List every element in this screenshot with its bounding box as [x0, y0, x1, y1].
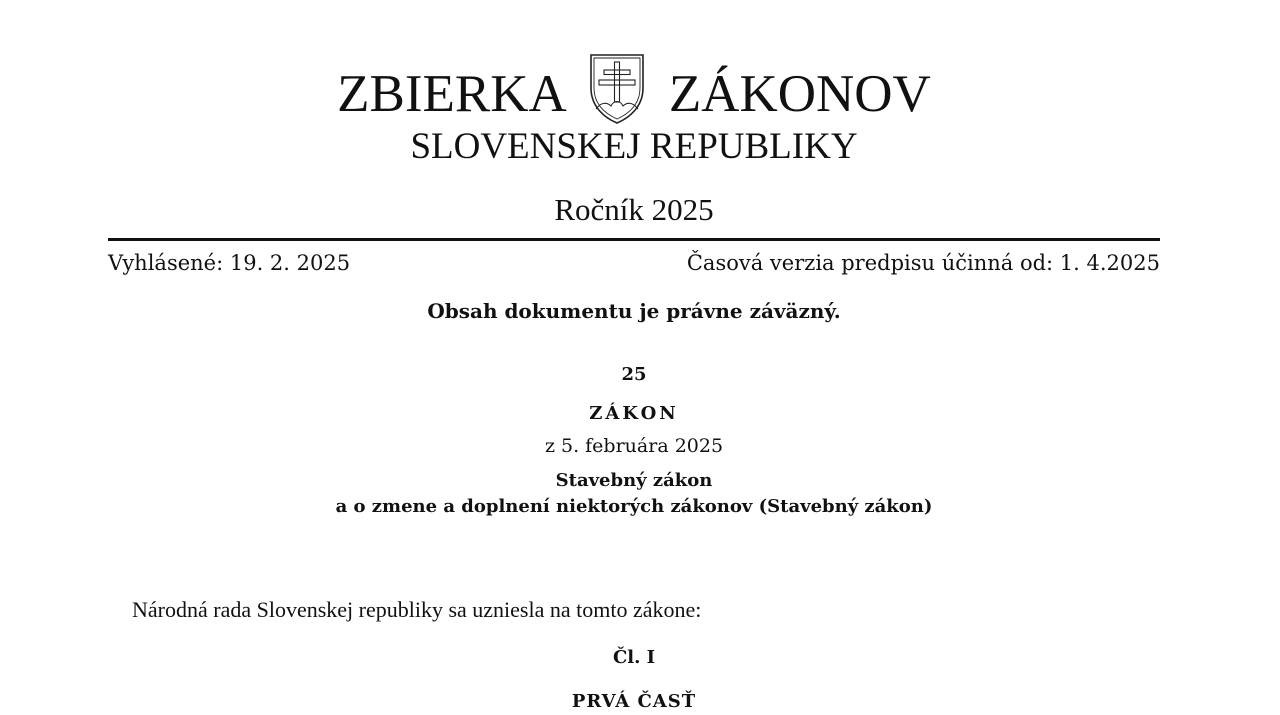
law-number: 25 [621, 364, 647, 385]
valid-from-date: Časová verzia predpisu účinná od: 1. 4.2025 [686, 251, 1160, 275]
law-title-line-1: Stavebný zákon [555, 470, 713, 491]
gazette-title-right: ZÁKONOV [668, 64, 931, 123]
binding-notice: Obsah dokumentu je právne záväzný. [427, 299, 841, 323]
header-divider [108, 238, 1160, 241]
announced-date: Vyhlásené: 19. 2. 2025 [108, 251, 351, 275]
gazette-title-left: ZBIERKA [337, 64, 567, 123]
part-heading: PRVÁ ČASŤ [571, 691, 697, 712]
law-title-line-2: a o zmene a doplnení niektorých zákonov (Stavebný zákon) [335, 496, 933, 517]
preamble: Národná rada Slovenskej republiky sa uzniesla na tomto zákone: [132, 597, 702, 622]
coat-of-arms-icon [587, 52, 647, 126]
law-date: z 5. februára 2025 [544, 435, 724, 457]
article-heading: Čl. I [612, 647, 656, 668]
law-type: ZÁKON [589, 403, 679, 424]
gazette-subtitle: SLOVENSKEJ REPUBLIKY [410, 126, 858, 167]
gazette-title [0, 56, 1268, 127]
gazette-year: Ročník 2025 [554, 192, 714, 227]
